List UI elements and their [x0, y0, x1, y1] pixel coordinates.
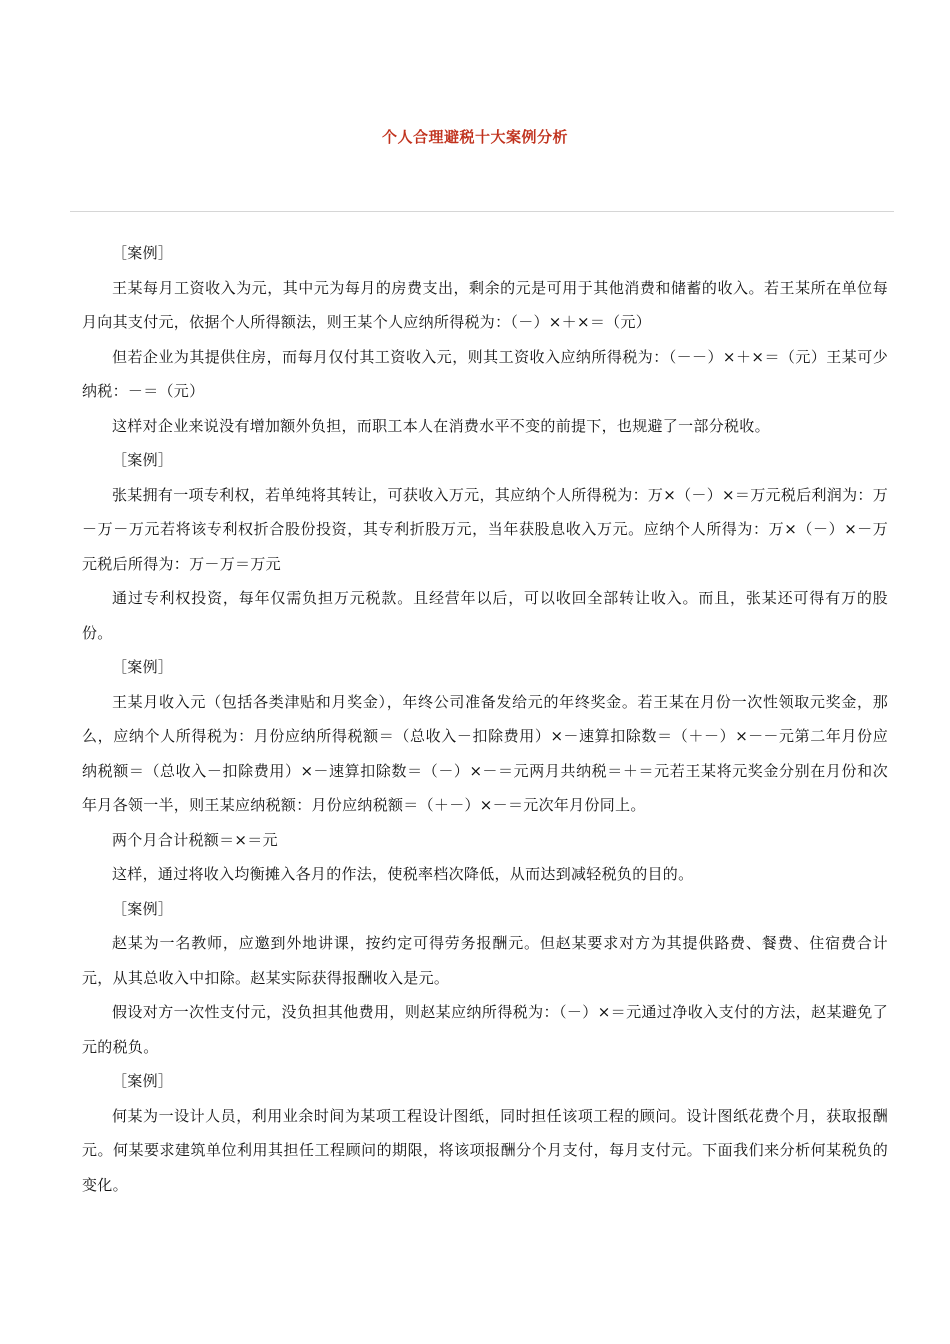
paragraph: 这样对企业来说没有增加额外负担，而职工本人在消费水平不变的前提下，也规避了一部分税收。 [112, 416, 770, 435]
paragraph: ［案例］ [112, 899, 174, 918]
paragraph: ［案例］ [112, 658, 174, 676]
paragraph: 赵某为一名教师，应邀到外地讲课，按约定可得劳务报酬元。但赵某要求对方为其提供路费、餐费、住宿费合计元，从其总收入中扣除。赵某实际获得报酬收入是元。 [82, 934, 888, 987]
paragraph: 张某拥有一项专利权，若单纯将其转让，可获收入万元，其应纳个人所得税为：万×（－）×＝万元税后利润为：万－万－万元若将该专利权折合股份投资，其专利折股万元，当年获股息收入万元。应纳个人所得为：万×（－）×－万元税后所得为：万－万＝万元 [82, 485, 888, 573]
paragraph: 这样，通过将收入均衡摊入各月的作法，使税率档次降低，从而达到减轻税负的目的。 [112, 865, 694, 883]
page-title: 个人合理避税十大案例分析 [381, 128, 568, 146]
paragraph: 两个月合计税额＝×＝元 [112, 830, 278, 849]
paragraph: ［案例］ [112, 451, 174, 469]
paragraph: 假设对方一次性支付元，没负担其他费用，则赵某应纳所得税为：（－）×＝元通过净收入支付的方法，赵某避免了元的税负。 [82, 1003, 888, 1056]
paragraph: 但若企业为其提供住房，而每月仅付其工资收入元，则其工资收入应纳所得税为：（－－）×＋×＝（元）王某可少纳税：－＝（元） [82, 347, 888, 400]
paragraph: 王某每月工资收入为元，其中元为每月的房费支出，剩余的元是可用于其他消费和储蓄的收入。若王某所在单位每月向其支付元，依据个人所得额法，则王某个人应纳所得税为：（－）×＋×＝（元） [82, 278, 888, 331]
paragraph: 通过专利权投资，每年仅需负担万元税款。且经营年以后，可以收回全部转让收入。而且，张某还可得有万的股份。 [82, 589, 888, 642]
paragraph: 王某月收入元（包括各类津贴和月奖金），年终公司准备发给元的年终奖金。若王某在月份一次性领取元奖金，那么，应纳个人所得税为：月份应纳所得税额＝（总收入－扣除费用）×－速算扣除数＝（＋－）×－－元第二年月份应纳税额＝（总收入－扣除费用）×－速算扣除数＝（－）×－＝元两月共纳税＝＋＝元若王某将元奖金分别在月份和次年月各领一半，则王某应纳税额：月份应纳税额＝（＋－）×－＝元次年月份同上。 [82, 692, 888, 814]
title-divider [70, 211, 894, 212]
article-body [82, 236, 888, 1202]
paragraph: ［案例］ [112, 244, 174, 262]
paragraph: ［案例］ [112, 1072, 174, 1090]
paragraph: 何某为一设计人员，利用业余时间为某项工程设计图纸，同时担任该项工程的顾问。设计图纸花费个月，获取报酬元。何某要求建筑单位利用其担任工程顾问的期限，将该项报酬分个月支付，每月支付元。下面我们来分析何某税负的变化。 [82, 1106, 888, 1194]
